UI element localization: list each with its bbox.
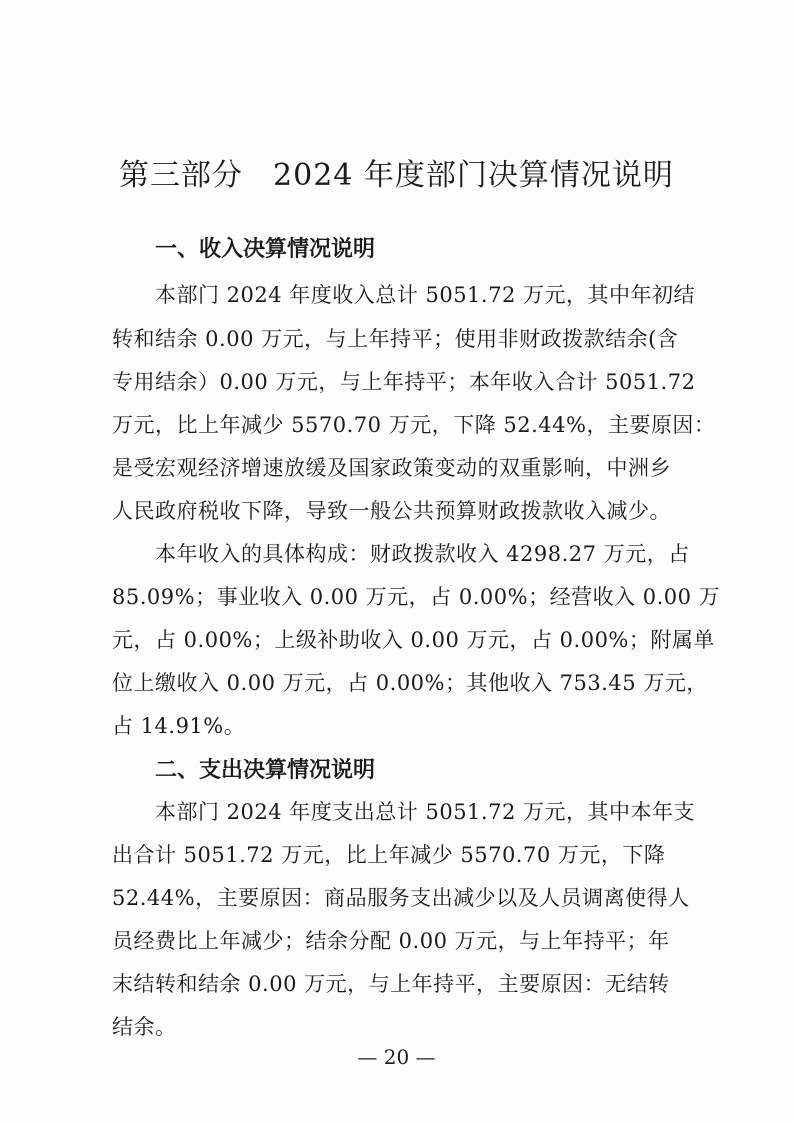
paragraph-line: 位上缴收入 0.00 万元，占 0.00%；其他收入 753.45 万元， bbox=[112, 671, 708, 695]
paragraph-line: 元，占 0.00%；上级补助收入 0.00 万元，占 0.00%；附属单 bbox=[112, 628, 715, 652]
paragraph-line: 转和结余 0.00 万元，与上年持平；使用非财政拨款结余(含 bbox=[112, 327, 679, 351]
paragraph-line: 本年收入的具体构成：财政拨款收入 4298.27 万元，占 bbox=[155, 542, 690, 566]
title-part: 第三部分 bbox=[119, 158, 244, 193]
paragraph-line: 本部门 2024 年度支出总计 5051.72 万元，其中本年支 bbox=[155, 800, 695, 824]
page-number: — 20 — bbox=[357, 1045, 436, 1069]
paragraph-line: 出合计 5051.72 万元，比上年减少 5570.70 万元，下降 bbox=[112, 843, 666, 867]
paragraph-line: 结余。 bbox=[112, 1015, 177, 1039]
paragraph-line: 人民政府税收下降，导致一般公共预算财政拨款收入减少。 bbox=[112, 499, 671, 523]
section-heading-expenditure: 二、支出决算情况说明 bbox=[155, 757, 376, 783]
paragraph-line: 本部门 2024 年度收入总计 5051.72 万元，其中年初结 bbox=[155, 283, 695, 307]
paragraph-line: 末结转和结余 0.00 万元，与上年持平，主要原因：无结转 bbox=[112, 972, 670, 996]
paragraph-line: 专用结余）0.00 万元，与上年持平；本年收入合计 5051.72 bbox=[112, 370, 696, 394]
title-text: 2024 年度部门决算情况说明 bbox=[273, 158, 674, 193]
paragraph-line: 万元，比上年减少 5570.70 万元，下降 52.44%，主要原因： bbox=[112, 413, 716, 437]
page-title bbox=[0, 150, 793, 194]
paragraph-line: 是受宏观经济增速放缓及国家政策变动的双重影响，中洲乡 bbox=[112, 456, 671, 480]
paragraph-line: 85.09%；事业收入 0.00 万元，占 0.00%；经营收入 0.00 万 bbox=[112, 585, 721, 609]
section-heading-income: 一、收入决算情况说明 bbox=[155, 236, 376, 262]
paragraph-line: 员经费比上年减少；结余分配 0.00 万元，与上年持平；年 bbox=[112, 929, 670, 953]
paragraph-line: 占 14.91%。 bbox=[112, 714, 246, 738]
paragraph-line: 52.44%，主要原因：商品服务支出减少以及人员调离使得人 bbox=[112, 886, 690, 910]
